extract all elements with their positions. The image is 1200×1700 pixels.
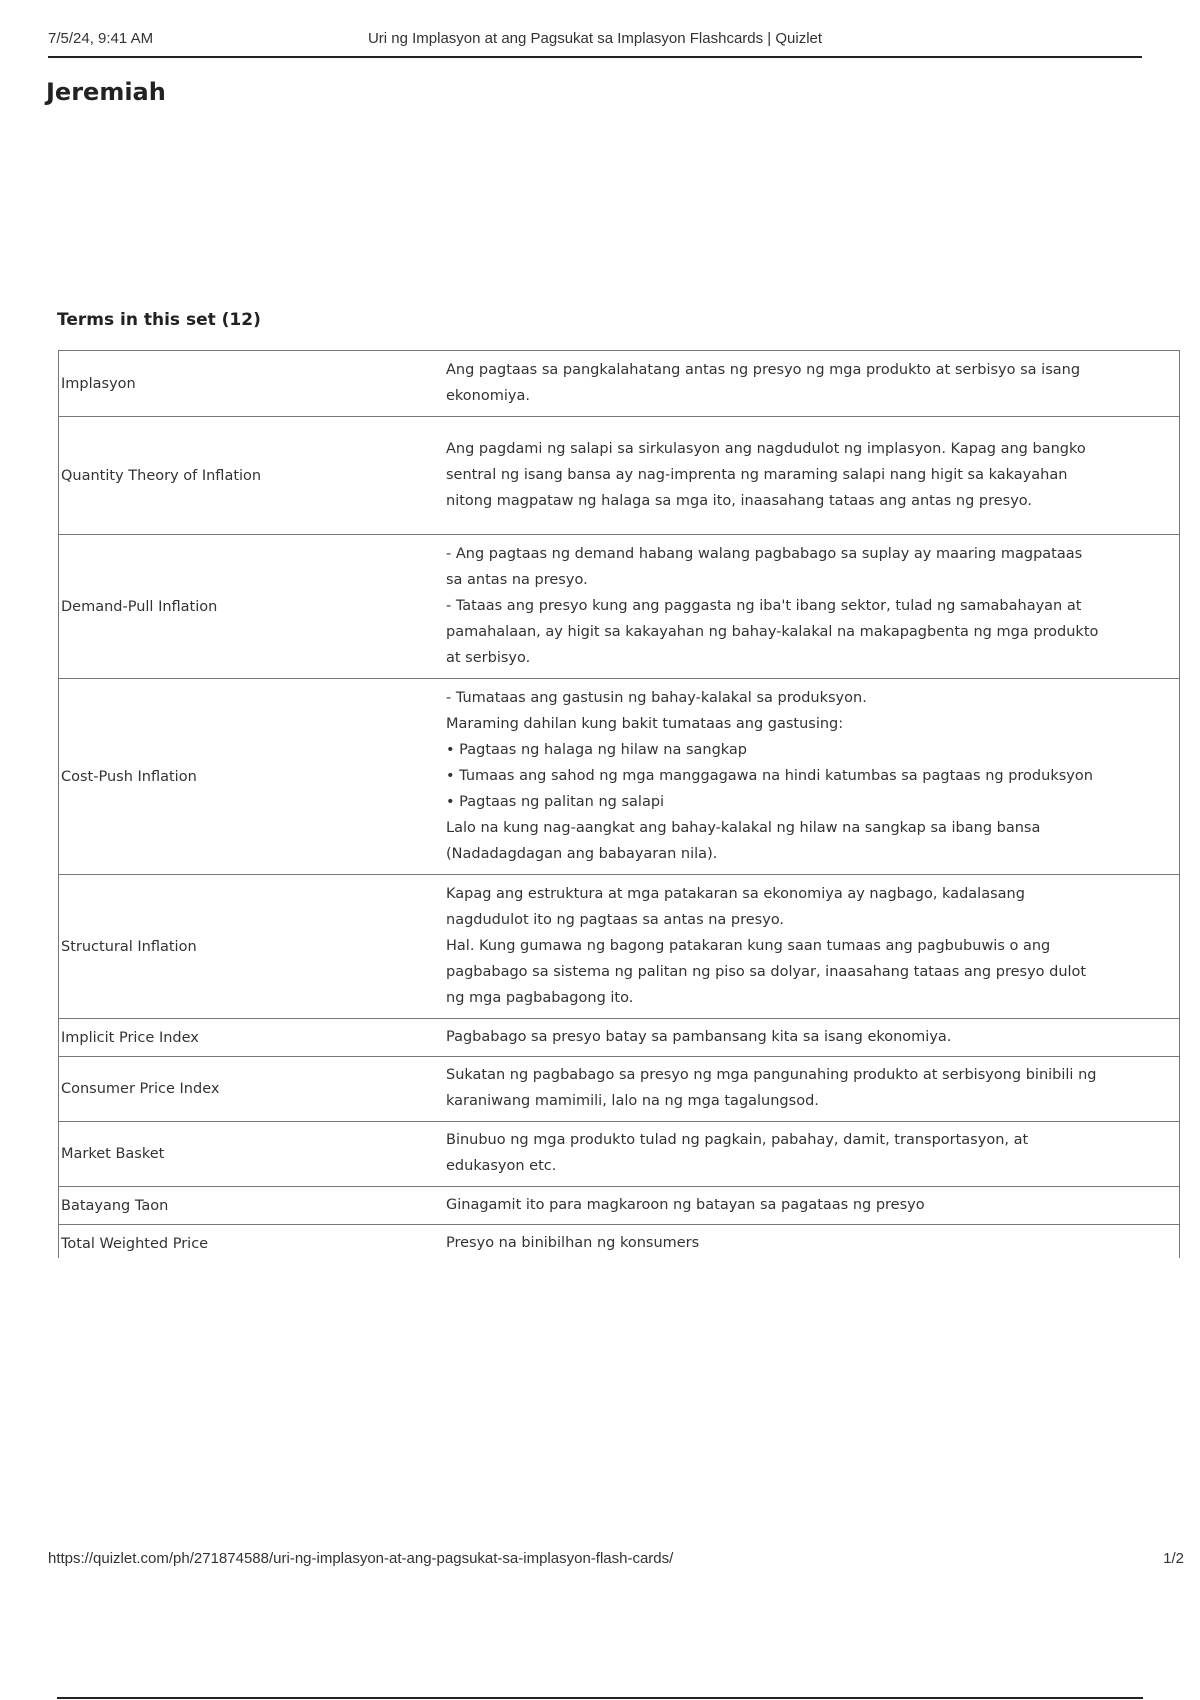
definition-cell bbox=[446, 1187, 1179, 1225]
definition-line: • Tumaas ang sahod ng mga manggagawa na hindi katumbas sa pagtaas ng produksyon bbox=[446, 767, 1093, 784]
term-cell: Implasyon bbox=[59, 351, 446, 417]
definition-line: • Pagtaas ng palitan ng salapi bbox=[446, 793, 665, 810]
definition-line: Sukatan ng pagbabago sa presyo ng mga pangunahing produkto at serbisyong binibili ng karaniwang mamimili, lalo na ng mga tagalungsod. bbox=[446, 1067, 1097, 1109]
definition-line: Binubuo ng mga produkto tulad ng pagkain, pabahay, damit, transportasyon, at edukasyon etc. bbox=[446, 1132, 1029, 1174]
term-cell: Batayang Taon bbox=[59, 1187, 446, 1225]
table-row bbox=[59, 875, 1179, 1019]
definition-line: Presyo na binibilhan ng konsumers bbox=[446, 1234, 700, 1251]
definition-line: Maraming dahilan kung bakit tumataas ang gastusing: bbox=[446, 715, 844, 732]
definition-line: - Tataas ang presyo kung ang paggasta ng iba't ibang sektor, tulad ng samabahayan at pamahalaan, ay higit sa kakayahan ng bahay-kalakal na makapagbenta ng mga produkto at serbisyo. bbox=[446, 597, 1099, 666]
definition-line: Pagbabago sa presyo batay sa pambansang kita sa isang ekonomiya. bbox=[446, 1028, 952, 1045]
table-row bbox=[59, 1019, 1179, 1057]
definition-line: Ginagamit ito para magkaroon ng batayan sa pagataas ng presyo bbox=[446, 1196, 925, 1213]
definition-cell bbox=[446, 417, 1179, 535]
definition-line: Ang pagdami ng salapi sa sirkulasyon ang nagdudulot ng implasyon. Kapag ang bangko sentral ng isang bansa ay nag-imprenta ng maraming salapi nang higit sa kakayahan nitong magpataw ng halaga sa mga ito, inaasahang tataas ang antas ng presyo. bbox=[446, 440, 1086, 509]
table-row bbox=[59, 535, 1179, 679]
definition-line: Kapag ang estruktura at mga patakaran sa ekonomiya ay nagbago, kadalasang nagdudulot ito ng pagtaas sa antas na presyo. bbox=[446, 885, 1025, 928]
definition-cell bbox=[446, 351, 1179, 417]
term-cell: Demand-Pull Inflation bbox=[59, 535, 446, 679]
print-date: 7/5/24, 9:41 AM bbox=[48, 30, 154, 47]
term-cell: Market Basket bbox=[59, 1122, 446, 1187]
table-row bbox=[59, 1122, 1179, 1187]
bottom-divider bbox=[57, 1697, 1143, 1699]
term-cell: Structural Inflation bbox=[59, 875, 446, 1019]
table-row bbox=[59, 679, 1179, 875]
definition-line: Lalo na kung nag-aangkat ang bahay-kalakal ng hilaw na sangkap sa ibang bansa (Nadadagdagan ang babayaran nila). bbox=[446, 819, 1041, 862]
table-row bbox=[59, 1057, 1179, 1122]
definition-cell bbox=[446, 875, 1179, 1019]
definition-line: Hal. Kung gumawa ng bagong patakaran kung saan tumaas ang pagbubuwis o ang pagbabago sa sistema ng palitan ng piso sa dolyar, inaasahang tataas ang presyo dulot ng mga pagbabagong ito. bbox=[446, 937, 1087, 1006]
definition-line: - Ang pagtaas ng demand habang walang pagbabago sa suplay ay maaring magpataas sa antas na presyo. bbox=[446, 545, 1083, 588]
definition-cell bbox=[446, 679, 1179, 875]
terms-table bbox=[59, 350, 1179, 1258]
definition-cell bbox=[446, 1122, 1179, 1187]
terms-heading: Terms in this set (12) bbox=[57, 310, 261, 330]
term-cell: Total Weighted Price bbox=[59, 1225, 446, 1259]
page-url[interactable]: https://quizlet.com/ph/271874588/uri-ng-implasyon-at-ang-pagsukat-sa-implasyon-flash-cards/ bbox=[48, 1550, 674, 1567]
table-row bbox=[59, 1225, 1179, 1259]
term-cell: Implicit Price Index bbox=[59, 1019, 446, 1057]
definition-line: • Pagtaas ng halaga ng hilaw na sangkap bbox=[446, 741, 748, 758]
term-cell: Cost-Push Inflation bbox=[59, 679, 446, 875]
definition-cell bbox=[446, 1057, 1179, 1122]
page-number: 1/2 bbox=[1163, 1550, 1184, 1567]
terms-table-body bbox=[59, 351, 1179, 1259]
terms-table-container bbox=[58, 350, 1180, 1258]
definition-cell bbox=[446, 535, 1179, 679]
table-row bbox=[59, 351, 1179, 417]
print-header bbox=[48, 30, 1142, 58]
page-title: Uri ng Implasyon at ang Pagsukat sa Implasyon Flashcards | Quizlet bbox=[367, 30, 823, 47]
definition-cell bbox=[446, 1019, 1179, 1057]
author-name[interactable]: Jeremiah bbox=[46, 78, 166, 106]
table-row bbox=[59, 417, 1179, 535]
definition-cell bbox=[446, 1225, 1179, 1259]
definition-line: Ang pagtaas sa pangkalahatang antas ng presyo ng mga produkto at serbisyo sa isang ekonomiya. bbox=[446, 361, 1081, 404]
term-cell: Quantity Theory of Inflation bbox=[59, 417, 446, 535]
term-cell: Consumer Price Index bbox=[59, 1057, 446, 1122]
definition-line: - Tumataas ang gastusin ng bahay-kalakal sa produksyon. bbox=[446, 689, 867, 706]
table-row bbox=[59, 1187, 1179, 1225]
